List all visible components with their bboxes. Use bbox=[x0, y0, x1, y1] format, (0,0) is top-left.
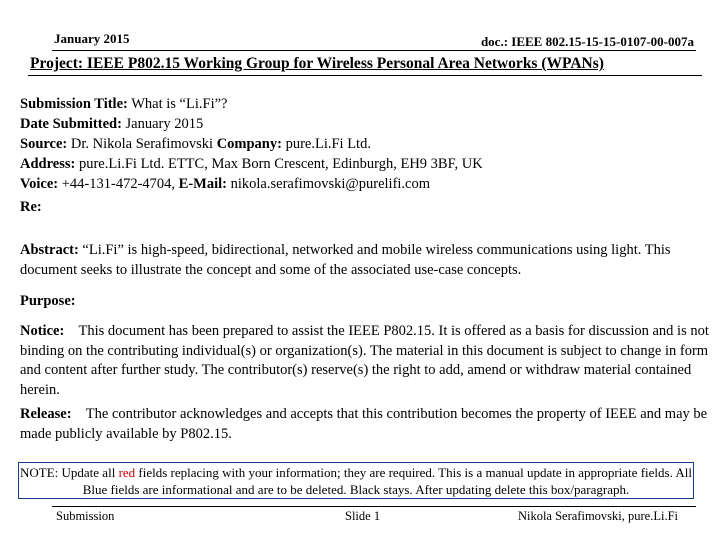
submission-title-label: Submission Title: bbox=[20, 96, 128, 112]
project-divider bbox=[28, 75, 702, 76]
note-text-part2: fields replacing with your information; they are required. This is a manual update in appropriate fields. All Blue fields are informational and are to be deleted. Black stays. After updating delete this box/paragraph. bbox=[82, 465, 692, 497]
project-title: Project: IEEE P802.15 Working Group for Wireless Personal Area Networks (WPANs) bbox=[30, 55, 604, 72]
voice-line bbox=[20, 174, 483, 194]
footer-divider bbox=[52, 506, 696, 507]
address-line bbox=[20, 154, 483, 174]
submission-title-line bbox=[20, 94, 483, 114]
date-submitted-value: January 2015 bbox=[125, 116, 204, 132]
date-submitted-label: Date Submitted: bbox=[20, 116, 122, 132]
source-label: Source: bbox=[20, 136, 68, 152]
notice-text: This document has been prepared to assist the IEEE P802.15. It is offered as a basis for discussion and is not binding on the contributing individual(s) or organization(s). The material in this document is subject to change in form and content after further study. The contributor(s) reserve(s) the right to add, amend or withdraw material contained herein. bbox=[20, 323, 709, 398]
source-value: Dr. Nikola Serafimovski bbox=[70, 136, 214, 152]
abstract-section bbox=[20, 241, 712, 280]
header-doc-id: doc.: IEEE 802.15-15-15-0107-00-007a bbox=[480, 34, 694, 49]
abstract-label: Abstract: bbox=[20, 242, 79, 258]
address-value: pure.Li.Fi Ltd. ETTC, Max Born Crescent, Edinburgh, EH9 3BF, UK bbox=[78, 156, 483, 172]
email-label: E-Mail: bbox=[178, 176, 227, 192]
date-submitted-line bbox=[20, 114, 483, 134]
abstract-text: “Li.Fi” is high-speed, bidirectional, networked and mobile wireless communications using light. This document seeks to illustrate the concept and some of the associated use-case concepts. bbox=[20, 242, 671, 278]
source-line bbox=[20, 134, 483, 154]
voice-label: Voice: bbox=[20, 176, 59, 192]
release-label: Release: bbox=[20, 406, 72, 422]
purpose-label: Purpose: bbox=[20, 293, 76, 309]
header-divider bbox=[52, 50, 696, 51]
re-label: Re: bbox=[20, 199, 42, 215]
notice-label: Notice: bbox=[20, 323, 65, 339]
footer-submission: Submission bbox=[56, 509, 115, 523]
release-section bbox=[20, 405, 712, 444]
note-box bbox=[18, 462, 694, 499]
company-value: pure.Li.Fi Ltd. bbox=[285, 136, 371, 152]
footer-author: Nikola Serafimovski, pure.Li.Fi bbox=[517, 509, 678, 523]
submission-meta bbox=[20, 94, 483, 194]
submission-title-value: What is “Li.Fi”? bbox=[131, 96, 228, 112]
voice-value: +44-131-472-4704, bbox=[61, 176, 176, 192]
notice-section bbox=[20, 322, 712, 400]
re-section bbox=[20, 198, 712, 218]
company-label: Company: bbox=[216, 136, 282, 152]
header-date: January 2015 bbox=[54, 31, 130, 46]
footer-slide-number: Slide 1 bbox=[345, 509, 381, 523]
note-red-word: red bbox=[118, 465, 136, 480]
email-value: nikola.serafimovski@purelifi.com bbox=[230, 176, 431, 192]
purpose-section bbox=[20, 292, 712, 312]
address-label: Address: bbox=[20, 156, 76, 172]
note-text-part1: NOTE: Update all bbox=[20, 465, 116, 480]
release-text: The contributor acknowledges and accepts that this contribution becomes the property of IEEE and may be made publicly available by P802.15. bbox=[20, 406, 708, 442]
